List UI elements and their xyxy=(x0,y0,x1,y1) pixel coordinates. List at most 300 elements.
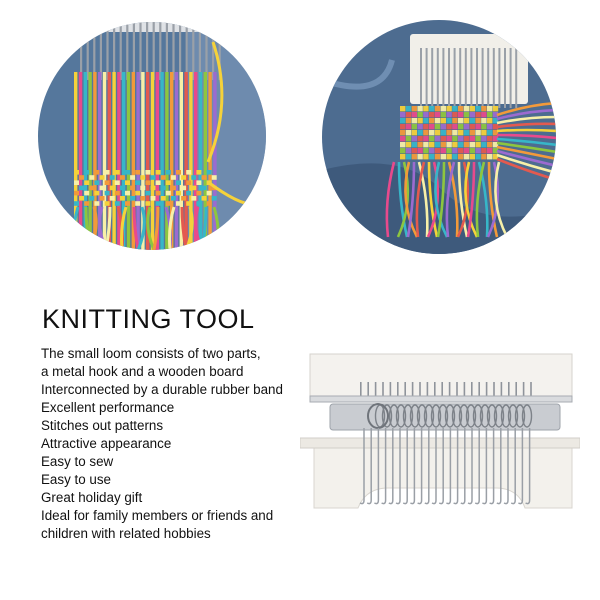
weave-stitch xyxy=(120,196,125,201)
loom-hook xyxy=(146,22,148,80)
feature-item: Interconnected by a durable rubber band xyxy=(41,382,283,397)
product-image xyxy=(300,350,580,515)
warp-thread xyxy=(136,72,139,250)
weave-stitch xyxy=(475,136,480,141)
weave-stitch xyxy=(166,201,171,206)
warp-thread xyxy=(127,72,130,250)
loom-hook xyxy=(100,22,102,80)
weave-stitch xyxy=(475,130,480,135)
top-pin xyxy=(486,382,488,396)
weave-stitch xyxy=(140,186,145,191)
weave-stitch xyxy=(475,142,480,147)
weave-stitch xyxy=(412,154,417,159)
weave-stitch xyxy=(458,124,463,129)
weave-stitch xyxy=(125,191,130,196)
feature-item: Excellent performance xyxy=(41,400,175,415)
weave-stitch xyxy=(406,136,411,141)
weave-stitch xyxy=(94,201,99,206)
weave-stitch xyxy=(196,201,201,206)
weave-stitch xyxy=(202,186,207,191)
top-pin xyxy=(456,382,458,396)
weave-stitch xyxy=(458,154,463,159)
weave-stitch xyxy=(446,118,451,123)
weave-stitch xyxy=(435,118,440,123)
weave-stitch xyxy=(417,118,422,123)
loom-hook xyxy=(205,22,207,80)
loom-hook xyxy=(482,48,484,108)
weave-stitch xyxy=(481,124,486,129)
loom-hook xyxy=(106,22,108,80)
weave-stitch xyxy=(135,191,140,196)
feature-item: children with related hobbies xyxy=(41,526,211,541)
loom-yarn-illustration xyxy=(38,22,266,250)
weave-stitch xyxy=(487,154,492,159)
weave-stitch xyxy=(120,186,125,191)
weave-stitch xyxy=(110,186,115,191)
top-pin xyxy=(493,382,495,396)
top-pin xyxy=(360,382,362,396)
weave-stitch xyxy=(105,191,110,196)
top-pin xyxy=(419,382,421,396)
warp-thread xyxy=(184,72,187,250)
warp-thread xyxy=(199,72,202,250)
warp-thread xyxy=(79,72,82,250)
weave-stitch xyxy=(470,118,475,123)
weave-stitch xyxy=(487,148,492,153)
weave-stitch xyxy=(458,136,463,141)
weave-stitch xyxy=(400,136,405,141)
weave-stitch xyxy=(79,196,84,201)
feature-item: Ideal for family members or friends and xyxy=(41,508,274,523)
top-pin xyxy=(404,382,406,396)
loom-product-illustration xyxy=(300,350,580,515)
weave-stitch xyxy=(406,130,411,135)
feature-item: Attractive appearance xyxy=(41,436,172,451)
top-pin xyxy=(530,382,532,396)
weave-stitch xyxy=(475,118,480,123)
top-pin xyxy=(464,382,466,396)
weave-stitch xyxy=(400,154,405,159)
weave-stitch xyxy=(481,136,486,141)
weave-stitch xyxy=(487,142,492,147)
weave-stitch xyxy=(135,170,140,175)
loom-hook xyxy=(199,22,201,80)
weave-stitch xyxy=(423,130,428,135)
weave-stitch xyxy=(441,112,446,117)
weave-stitch xyxy=(470,148,475,153)
weave-stitch xyxy=(452,118,457,123)
weave-stitch xyxy=(464,142,469,147)
weave-stitch xyxy=(105,180,110,185)
weave-stitch xyxy=(400,106,405,111)
weave-stitch xyxy=(156,201,161,206)
weave-stitch xyxy=(464,154,469,159)
loom-hook xyxy=(172,22,174,80)
top-pin xyxy=(382,382,384,396)
top-pin xyxy=(375,382,377,396)
weave-stitch xyxy=(435,148,440,153)
weave-stitch xyxy=(412,106,417,111)
top-pin xyxy=(508,382,510,396)
weave-stitch xyxy=(186,180,191,185)
weave-stitch xyxy=(412,124,417,129)
weave-stitch xyxy=(412,130,417,135)
weave-stitch xyxy=(417,154,422,159)
weave-stitch xyxy=(452,142,457,147)
board-rail xyxy=(300,438,580,448)
weave-stitch xyxy=(412,112,417,117)
weave-stitch xyxy=(417,130,422,135)
weave-stitch xyxy=(94,191,99,196)
weave-stitch xyxy=(429,136,434,141)
weave-stitch xyxy=(412,118,417,123)
weave-stitch xyxy=(125,180,130,185)
weave-stitch xyxy=(145,191,150,196)
weave-stitch xyxy=(446,148,451,153)
weave-stitch xyxy=(452,124,457,129)
weave-stitch xyxy=(406,106,411,111)
weave-stitch xyxy=(406,112,411,117)
loom-hook xyxy=(454,48,456,108)
weave-stitch xyxy=(423,112,428,117)
top-pin xyxy=(478,382,480,396)
weave-stitch xyxy=(196,170,201,175)
weave-stitch xyxy=(441,148,446,153)
weave-stitch xyxy=(202,196,207,201)
weave-stitch xyxy=(446,154,451,159)
weave-stitch xyxy=(212,196,217,201)
photo-loom-yarn xyxy=(38,22,266,250)
weave-stitch xyxy=(406,154,411,159)
yarn-fringe xyxy=(497,130,556,131)
weave-stitch xyxy=(125,170,130,175)
weave-stitch xyxy=(191,175,196,180)
weave-stitch xyxy=(423,136,428,141)
weave-stitch xyxy=(475,106,480,111)
weave-stitch xyxy=(110,196,115,201)
weave-stitch xyxy=(435,106,440,111)
weave-stitch xyxy=(481,130,486,135)
weave-stitch xyxy=(156,170,161,175)
weave-stitch xyxy=(156,191,161,196)
weave-stitch xyxy=(470,142,475,147)
feature-item: Easy to use xyxy=(41,472,111,487)
weave-stitch xyxy=(481,142,486,147)
weave-stitch xyxy=(400,124,405,129)
top-pin xyxy=(501,382,503,396)
weave-stitch xyxy=(191,186,196,191)
weave-stitch xyxy=(452,112,457,117)
weave-stitch xyxy=(417,142,422,147)
loom-hook xyxy=(442,48,444,108)
weave-stitch xyxy=(417,136,422,141)
weave-stitch xyxy=(135,180,140,185)
loom-comb-bar xyxy=(76,22,226,32)
loom-hook xyxy=(120,22,122,80)
weave-stitch xyxy=(89,186,94,191)
weave-stitch xyxy=(100,175,105,180)
loom-hook xyxy=(510,48,512,108)
weave-stitch xyxy=(423,106,428,111)
loom-hook xyxy=(459,48,461,108)
loom-hook xyxy=(166,22,168,80)
feature-item: Great holiday gift xyxy=(41,490,143,505)
weave-stitch xyxy=(470,136,475,141)
weave-stitch xyxy=(417,148,422,153)
loom-hook xyxy=(504,48,506,108)
weave-stitch xyxy=(176,180,181,185)
weave-stitch xyxy=(446,106,451,111)
weave-stitch xyxy=(176,170,181,175)
weave-stitch xyxy=(487,112,492,117)
loom-hook xyxy=(487,48,489,108)
weave-stitch xyxy=(400,148,405,153)
loom-hook xyxy=(212,22,214,80)
weave-stitch xyxy=(84,191,89,196)
weave-stitch xyxy=(441,154,446,159)
weave-stitch xyxy=(475,124,480,129)
weave-stitch xyxy=(481,118,486,123)
weave-stitch xyxy=(161,186,166,191)
weave-stitch xyxy=(470,106,475,111)
weave-stitch xyxy=(202,175,207,180)
loom-hook xyxy=(159,22,161,80)
warp-thread xyxy=(103,72,106,250)
loom-hook xyxy=(470,48,472,108)
weave-stitch xyxy=(406,124,411,129)
weave-stitch xyxy=(400,118,405,123)
weave-stitch xyxy=(100,186,105,191)
weave-stitch xyxy=(79,186,84,191)
weave-stitch xyxy=(115,170,120,175)
weave-stitch xyxy=(161,196,166,201)
weave-stitch xyxy=(89,175,94,180)
loom-hook xyxy=(179,22,181,80)
weave-stitch xyxy=(464,148,469,153)
weave-stitch xyxy=(145,180,150,185)
top-pin xyxy=(449,382,451,396)
weave-stitch xyxy=(115,201,120,206)
weave-stitch xyxy=(435,154,440,159)
weave-stitch xyxy=(446,124,451,129)
weave-stitch xyxy=(196,191,201,196)
weave-stitch xyxy=(441,142,446,147)
loom-hook xyxy=(498,48,500,108)
weave-stitch xyxy=(435,130,440,135)
weave-stitch xyxy=(452,130,457,135)
warp-thread xyxy=(74,72,77,250)
warp-thread xyxy=(175,72,178,250)
weave-stitch xyxy=(487,130,492,135)
weave-stitch xyxy=(435,124,440,129)
weave-stitch xyxy=(452,148,457,153)
weave-stitch xyxy=(475,148,480,153)
loom-hook xyxy=(87,22,89,80)
weave-stitch xyxy=(74,170,79,175)
loom-hook xyxy=(431,48,433,108)
weave-stitch xyxy=(481,154,486,159)
weave-stitch xyxy=(441,130,446,135)
weave-stitch xyxy=(166,170,171,175)
weave-stitch xyxy=(446,136,451,141)
weave-stitch xyxy=(487,118,492,123)
top-pin xyxy=(427,382,429,396)
weave-stitch xyxy=(441,118,446,123)
weave-stitch xyxy=(441,106,446,111)
warp-thread xyxy=(112,72,115,250)
weave-stitch xyxy=(100,196,105,201)
weave-stitch xyxy=(176,201,181,206)
weave-stitch xyxy=(166,180,171,185)
weave-stitch xyxy=(145,170,150,175)
loom-hook xyxy=(465,48,467,108)
weave-stitch xyxy=(74,180,79,185)
loom-hook xyxy=(80,22,82,80)
weave-stitch xyxy=(429,118,434,123)
weave-stitch xyxy=(475,154,480,159)
weave-stitch xyxy=(400,130,405,135)
weave-stitch xyxy=(458,130,463,135)
weave-stitch xyxy=(130,175,135,180)
feature-item: a metal hook and a wooden board xyxy=(41,364,244,379)
loom-hook xyxy=(186,22,188,80)
weave-stitch xyxy=(475,112,480,117)
top-pin xyxy=(412,382,414,396)
metal-bar xyxy=(310,396,572,402)
weave-stitch xyxy=(464,112,469,117)
weave-stitch xyxy=(446,112,451,117)
weave-stitch xyxy=(423,124,428,129)
weave-stitch xyxy=(458,112,463,117)
weave-stitch xyxy=(186,191,191,196)
weave-stitch xyxy=(481,112,486,117)
weave-stitch xyxy=(105,170,110,175)
weave-stitch xyxy=(84,180,89,185)
weave-stitch xyxy=(493,106,498,111)
weave-stitch xyxy=(464,124,469,129)
weave-stitch xyxy=(181,175,186,180)
feature-item: Easy to sew xyxy=(41,454,114,469)
product-title: KNITTING TOOL xyxy=(42,304,255,334)
weave-stitch xyxy=(429,106,434,111)
weave-stitch xyxy=(423,148,428,153)
weave-stitch xyxy=(151,175,156,180)
weave-stitch xyxy=(429,142,434,147)
weave-stitch xyxy=(406,142,411,147)
weave-stitch xyxy=(446,130,451,135)
weave-stitch xyxy=(487,124,492,129)
weave-stitch xyxy=(130,186,135,191)
weave-stitch xyxy=(84,170,89,175)
weave-stitch xyxy=(429,148,434,153)
weave-stitch xyxy=(441,124,446,129)
weave-stitch xyxy=(429,130,434,135)
weave-stitch xyxy=(446,142,451,147)
photo-loom-on-jeans xyxy=(322,20,556,254)
weave-stitch xyxy=(458,118,463,123)
loom-hook xyxy=(133,22,135,80)
weave-stitch xyxy=(120,175,125,180)
weave-stitch xyxy=(135,201,140,206)
loom-hook xyxy=(420,48,422,108)
weave-stitch xyxy=(181,186,186,191)
loom-hook xyxy=(126,22,128,80)
weave-stitch xyxy=(400,142,405,147)
weave-stitch xyxy=(429,154,434,159)
loom-hook xyxy=(192,22,194,80)
weave-stitch xyxy=(196,180,201,185)
weave-stitch xyxy=(140,175,145,180)
weave-stitch xyxy=(176,191,181,196)
weave-stitch xyxy=(130,196,135,201)
weave-stitch xyxy=(171,196,176,201)
top-pin xyxy=(367,382,369,396)
weave-stitch xyxy=(181,196,186,201)
weave-stitch xyxy=(125,201,130,206)
weave-stitch xyxy=(435,142,440,147)
weave-stitch xyxy=(470,130,475,135)
weave-stitch xyxy=(94,170,99,175)
weave-stitch xyxy=(161,175,166,180)
weave-stitch xyxy=(400,112,405,117)
weave-stitch xyxy=(464,106,469,111)
weave-stitch xyxy=(94,180,99,185)
weave-stitch xyxy=(171,186,176,191)
loom-hook xyxy=(493,48,495,108)
weave-stitch xyxy=(464,136,469,141)
board-top xyxy=(310,354,572,396)
weave-stitch xyxy=(423,154,428,159)
top-pin xyxy=(515,382,517,396)
warp-thread xyxy=(151,72,154,250)
weave-stitch xyxy=(417,106,422,111)
weave-stitch xyxy=(191,196,196,201)
weave-stitch xyxy=(105,201,110,206)
weave-stitch xyxy=(487,136,492,141)
weave-stitch xyxy=(452,136,457,141)
weave-stitch xyxy=(470,112,475,117)
top-pin xyxy=(397,382,399,396)
weave-stitch xyxy=(156,180,161,185)
weave-stitch xyxy=(207,170,212,175)
weave-stitch xyxy=(171,175,176,180)
weave-stitch xyxy=(140,196,145,201)
weave-stitch xyxy=(115,191,120,196)
weave-stitch xyxy=(429,124,434,129)
weave-stitch xyxy=(412,148,417,153)
weave-stitch xyxy=(452,154,457,159)
loom-hook xyxy=(437,48,439,108)
weave-stitch xyxy=(166,191,171,196)
weave-stitch xyxy=(186,170,191,175)
weave-stitch xyxy=(207,201,212,206)
weave-stitch xyxy=(212,175,217,180)
weave-stitch xyxy=(423,118,428,123)
loom-hook xyxy=(113,22,115,80)
loom-hook xyxy=(93,22,95,80)
loom-hook xyxy=(426,48,428,108)
weave-stitch xyxy=(406,148,411,153)
weave-stitch xyxy=(458,106,463,111)
top-pin xyxy=(523,382,525,396)
loom-hook xyxy=(515,48,517,108)
weave-stitch xyxy=(115,180,120,185)
top-pin xyxy=(390,382,392,396)
weave-stitch xyxy=(89,196,94,201)
warp-thread xyxy=(160,72,163,250)
feature-item: Stitches out patterns xyxy=(41,418,164,433)
top-pin xyxy=(441,382,443,396)
